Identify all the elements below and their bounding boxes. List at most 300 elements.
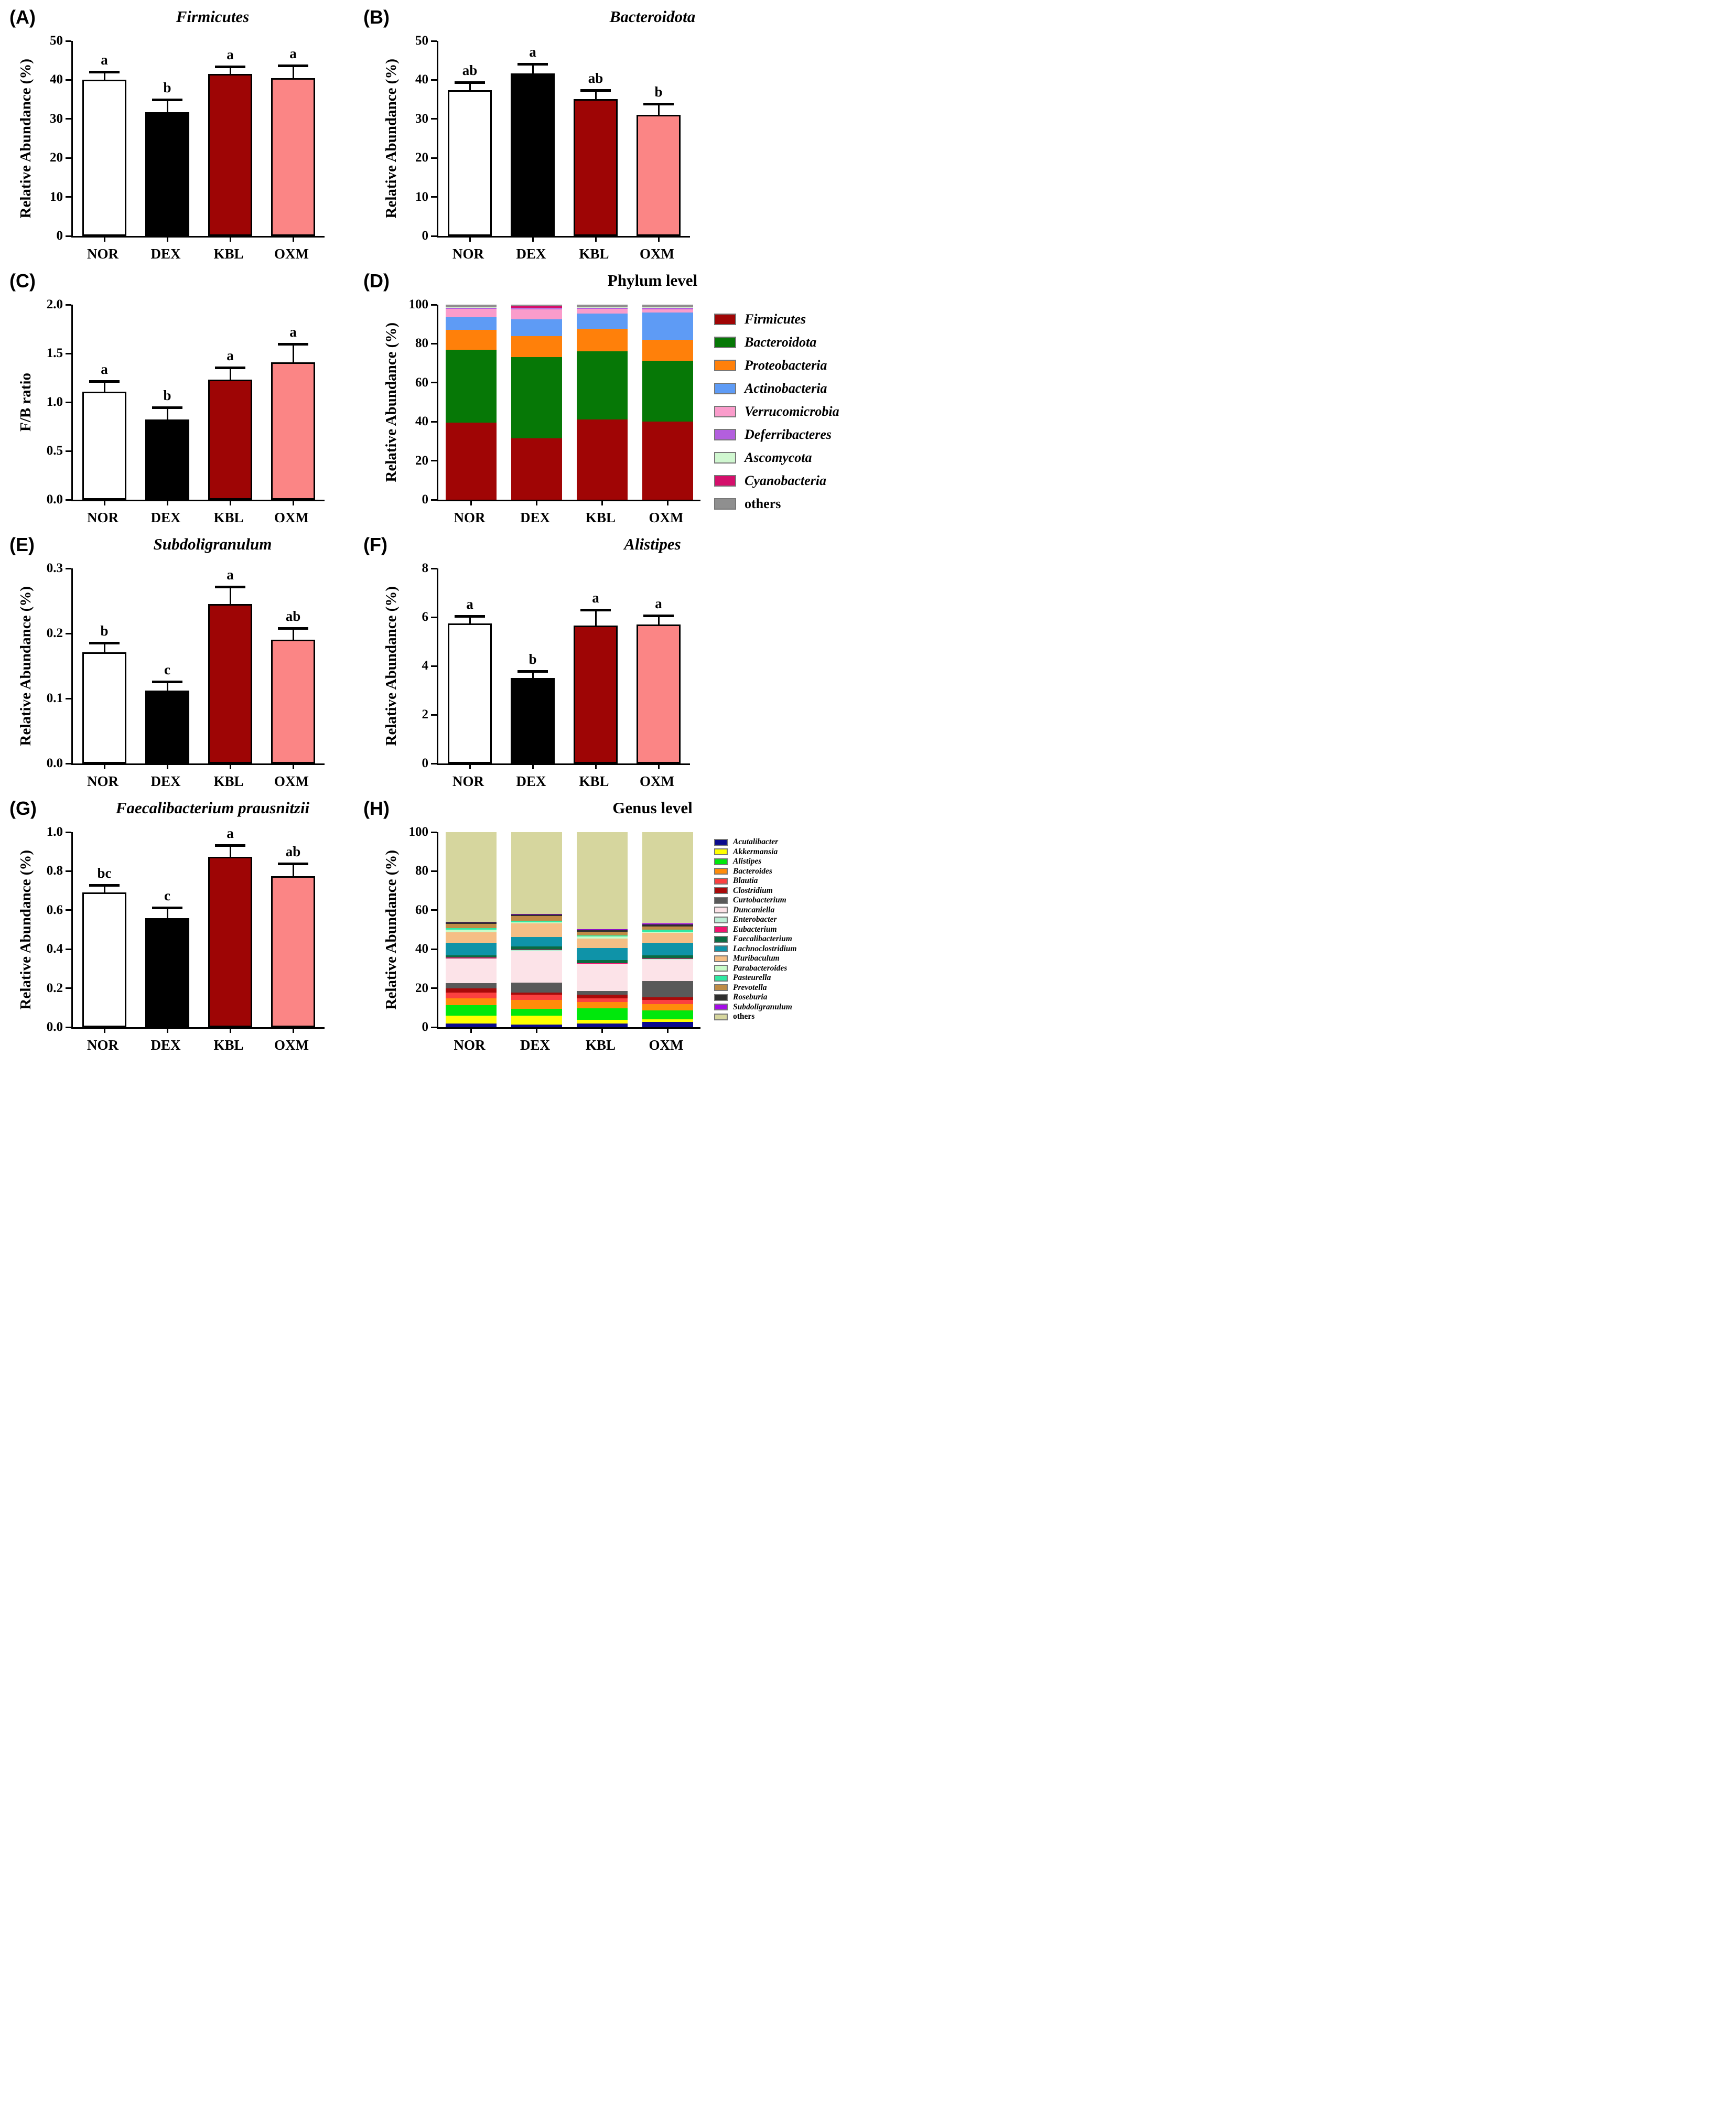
y-axis-label-column xyxy=(13,41,39,236)
legend-label: Acutalibacter xyxy=(733,837,779,846)
segment-ascomycota xyxy=(577,307,628,308)
y-tick-mark xyxy=(431,987,437,989)
plot-area xyxy=(437,832,700,1029)
segment-firmicutes xyxy=(642,422,693,500)
segment-faecalibacterium xyxy=(446,955,497,957)
x-tick-label-nor: NOR xyxy=(87,773,118,789)
significance-letter: bc xyxy=(97,865,112,881)
legend-label: Bacteroidota xyxy=(745,335,817,350)
chart-row xyxy=(13,297,354,526)
y-tick-label: 60 xyxy=(415,902,428,917)
legend-item xyxy=(714,857,796,866)
segment-pasteurella xyxy=(446,928,497,930)
x-tick-label-kbl: KBL xyxy=(213,1037,244,1053)
x-tick-label-dex: DEX xyxy=(520,1037,550,1053)
segment-muribaculum xyxy=(642,933,693,943)
segment-bacteroides xyxy=(446,998,497,1006)
bar-oxm xyxy=(271,362,315,500)
x-tick-label-kbl: KBL xyxy=(579,246,609,262)
x-tick-mark xyxy=(658,236,660,242)
segment-duncaniella xyxy=(511,951,562,983)
x-tick-mark xyxy=(104,500,105,505)
x-tick-mark xyxy=(104,763,105,769)
legend-label: Subdoligranulum xyxy=(733,1002,792,1011)
y-tick-mark xyxy=(431,118,437,120)
legend-item xyxy=(714,916,796,924)
legend-swatch xyxy=(714,955,728,962)
legend-swatch xyxy=(714,498,736,510)
x-tick-mark xyxy=(536,500,537,505)
panel-title: Alistipes xyxy=(624,535,681,553)
significance-letter: b xyxy=(100,622,109,639)
x-tick-mark xyxy=(658,763,660,769)
significance-letter: a xyxy=(101,51,108,68)
y-tick-label: 80 xyxy=(415,864,428,878)
segment-actinobacteria xyxy=(446,317,497,330)
segment-lachnoclostridium xyxy=(642,943,693,956)
legend-item xyxy=(714,473,839,489)
bar-kbl xyxy=(208,380,252,500)
segment-blautia xyxy=(642,1000,693,1004)
segment-pasteurella xyxy=(577,935,628,936)
segment-duncaniella xyxy=(446,959,497,983)
error-bar-cap xyxy=(152,406,182,409)
y-axis xyxy=(39,34,71,243)
y-tick-mark xyxy=(66,698,71,699)
legend-label: Pasteurella xyxy=(733,973,771,982)
microbiota-figure xyxy=(0,0,868,1055)
legend-item xyxy=(714,1003,796,1012)
panel-title: Firmicutes xyxy=(176,7,250,26)
segment-deferribacteres xyxy=(642,308,693,309)
legend-item xyxy=(714,974,796,983)
y-tick-mark xyxy=(66,909,71,911)
segment-others xyxy=(642,305,693,307)
significance-letter: a xyxy=(227,46,234,62)
x-labels xyxy=(437,773,688,790)
plot-area xyxy=(71,41,325,238)
y-axis-label-column xyxy=(13,568,39,763)
segment-alistipes xyxy=(446,1005,497,1016)
error-bar-stem xyxy=(167,408,168,419)
y-tick-label: 8 xyxy=(422,561,428,575)
bar-nor xyxy=(82,892,126,1027)
y-axis-label-column xyxy=(13,305,39,500)
legend-swatch xyxy=(714,907,728,913)
y-tick-mark xyxy=(66,118,71,120)
panel-letter: (G) xyxy=(9,798,37,819)
y-axis-label: Relative Abundance (%) xyxy=(382,849,400,1010)
x-tick-mark xyxy=(293,236,294,242)
error-bar-stem xyxy=(230,368,231,380)
significance-letter: ab xyxy=(285,608,301,624)
segment-verrucomicrobia xyxy=(577,309,628,314)
significance-letter: a xyxy=(101,361,108,377)
segment-pasteurella xyxy=(642,930,693,932)
segment-prevotella xyxy=(642,927,693,930)
segment-alistipes xyxy=(511,1009,562,1016)
panel-letter: (H) xyxy=(363,798,390,819)
error-bar-cap xyxy=(278,627,308,630)
segment-curtobacterium xyxy=(511,983,562,993)
segment-akkermansia xyxy=(511,1016,562,1025)
segment-enterobacter xyxy=(446,958,497,959)
x-tick-label-oxm: OXM xyxy=(274,773,309,789)
segment-verrucomicrobia xyxy=(446,309,497,317)
y-tick-label: 10 xyxy=(415,189,428,204)
x-labels xyxy=(71,773,323,790)
segment-acutalibacter xyxy=(577,1024,628,1027)
y-tick-mark xyxy=(431,832,437,833)
significance-letter: a xyxy=(289,324,297,340)
y-tick-label: 0 xyxy=(422,492,428,507)
y-tick-mark xyxy=(66,832,71,833)
y-tick-mark xyxy=(66,304,71,306)
bar-dex xyxy=(145,691,189,763)
x-tick-label-dex: DEX xyxy=(150,510,181,525)
segment-curtobacterium xyxy=(577,991,628,995)
error-bar-cap xyxy=(580,89,611,92)
significance-letter: ab xyxy=(462,62,478,78)
legend-item xyxy=(714,906,796,915)
y-tick-label: 0.2 xyxy=(46,981,63,995)
legend-item xyxy=(714,984,796,993)
legend-label: Ascomycota xyxy=(745,450,812,465)
segment-clostridium xyxy=(446,988,497,992)
bar-kbl xyxy=(574,626,618,763)
y-tick-label: 0 xyxy=(422,1020,428,1034)
legend-item xyxy=(714,358,839,373)
error-bar-stem xyxy=(293,864,294,876)
y-tick-label: 20 xyxy=(415,981,428,995)
error-bar-cap xyxy=(152,907,182,909)
segment-roseburia xyxy=(577,930,628,932)
legend-label: Prevotella xyxy=(733,983,767,992)
y-tick-label: 0 xyxy=(56,229,63,243)
x-labels xyxy=(437,246,688,262)
panel-title-row xyxy=(378,271,868,305)
significance-letter: b xyxy=(163,387,171,404)
legend-label: Actinobacteria xyxy=(745,381,827,396)
legend-swatch xyxy=(714,887,728,894)
x-tick-mark xyxy=(167,236,168,242)
legend-swatch xyxy=(714,475,736,487)
y-tick-mark xyxy=(431,235,437,237)
panel-title-row xyxy=(13,535,354,568)
y-tick-mark xyxy=(66,870,71,872)
bar-kbl xyxy=(208,74,252,236)
y-tick-label: 0.8 xyxy=(46,864,63,878)
segment-actinobacteria xyxy=(511,319,562,336)
legend-label: Verrucomicrobia xyxy=(745,404,839,419)
segment-eubacterium xyxy=(577,963,628,964)
segment-firmicutes xyxy=(446,423,497,500)
segment-bacteroides xyxy=(642,1004,693,1010)
y-tick-label: 80 xyxy=(415,336,428,351)
panel-H xyxy=(354,791,868,1055)
error-bar-stem xyxy=(293,66,294,78)
legend-label: Faecalibacterium xyxy=(733,934,792,943)
error-bar-cap xyxy=(89,71,120,73)
y-tick-mark xyxy=(66,763,71,764)
y-tick-label: 0 xyxy=(422,756,428,770)
x-tick-label-nor: NOR xyxy=(452,246,484,262)
legend-swatch xyxy=(714,406,736,417)
panel-title: Phylum level xyxy=(607,271,698,289)
segment-acutalibacter xyxy=(642,1022,693,1027)
chart-row xyxy=(378,34,868,262)
x-tick-label-oxm: OXM xyxy=(274,246,309,262)
x-tick-label-dex: DEX xyxy=(150,1037,181,1053)
x-tick-mark xyxy=(293,763,294,769)
y-axis-label-column xyxy=(13,832,39,1027)
segment-eubacterium xyxy=(642,958,693,959)
error-bar-cap xyxy=(278,343,308,346)
segment-roseburia xyxy=(642,924,693,927)
error-bar-cap xyxy=(643,103,674,105)
legend-swatch xyxy=(714,360,736,371)
x-tick-mark xyxy=(595,763,597,769)
x-labels xyxy=(437,510,699,526)
panel-F xyxy=(354,527,868,791)
chart-row xyxy=(378,561,868,790)
panel-G xyxy=(0,791,354,1055)
segment-eubacterium xyxy=(511,950,562,951)
y-tick-mark xyxy=(431,40,437,42)
significance-letter: a xyxy=(227,347,234,363)
panel-letter: (C) xyxy=(9,270,36,292)
y-tick-label: 0.2 xyxy=(46,626,63,640)
y-tick-mark xyxy=(66,402,71,403)
segment-roseburia xyxy=(446,922,497,924)
legend-swatch xyxy=(714,452,736,464)
panel-letter: (E) xyxy=(9,534,35,555)
legend-label: Enterobacter xyxy=(733,915,777,924)
segment-enterobacter xyxy=(511,950,562,951)
segment-acutalibacter xyxy=(446,1024,497,1027)
segment-cyanobacteria xyxy=(511,306,562,308)
y-tick-mark xyxy=(431,382,437,383)
x-tick-mark xyxy=(167,763,168,769)
legend-swatch xyxy=(714,1004,728,1010)
error-bar-cap xyxy=(580,609,611,611)
x-tick-mark xyxy=(293,500,294,505)
plot-column xyxy=(71,305,325,526)
bar-oxm xyxy=(271,640,315,763)
x-tick-mark xyxy=(230,1027,231,1033)
x-tick-label-kbl: KBL xyxy=(213,773,244,789)
legend-item xyxy=(714,945,796,954)
segment-verrucomicrobia xyxy=(642,309,693,313)
x-tick-mark xyxy=(532,763,534,769)
legend-swatch xyxy=(714,383,736,394)
legend-label: others xyxy=(745,496,781,511)
segment-others xyxy=(577,832,628,929)
error-bar-cap xyxy=(89,884,120,887)
y-axis-label-column xyxy=(378,568,404,763)
x-tick-label-kbl: KBL xyxy=(579,773,609,789)
error-bar-cap xyxy=(89,380,120,383)
y-tick-mark xyxy=(431,870,437,872)
y-tick-mark xyxy=(66,568,71,569)
y-tick-mark xyxy=(66,235,71,237)
x-tick-mark xyxy=(293,1027,294,1033)
x-tick-mark xyxy=(470,500,472,505)
y-tick-label: 50 xyxy=(50,34,63,48)
x-tick-label-oxm: OXM xyxy=(649,1037,684,1053)
error-bar-stem xyxy=(167,100,168,112)
legend-item xyxy=(714,964,796,973)
segment-enterobacter xyxy=(642,959,693,960)
x-tick-label-nor: NOR xyxy=(454,1037,486,1053)
segment-bacteroides xyxy=(511,1000,562,1008)
segment-muribaculum xyxy=(511,923,562,937)
chart-row xyxy=(378,297,868,526)
segment-firmicutes xyxy=(511,438,562,500)
segment-blautia xyxy=(511,995,562,1000)
panel-title-row xyxy=(13,7,354,41)
y-tick-mark xyxy=(431,665,437,667)
y-axis xyxy=(39,297,71,507)
plot-column xyxy=(437,305,700,526)
error-bar-stem xyxy=(104,382,105,392)
y-tick-mark xyxy=(66,499,71,501)
y-tick-label: 2 xyxy=(422,707,428,721)
legend-label: Roseburia xyxy=(733,993,768,1001)
segment-actinobacteria xyxy=(642,313,693,340)
x-tick-mark xyxy=(104,1027,105,1033)
y-tick-label: 60 xyxy=(415,375,428,390)
legend-swatch xyxy=(714,858,728,865)
segment-prevotella xyxy=(446,924,497,928)
x-tick-mark xyxy=(470,1027,472,1033)
bar-dex xyxy=(145,112,189,236)
y-tick-label: 0.6 xyxy=(46,902,63,917)
significance-letter: c xyxy=(164,888,170,904)
x-tick-mark xyxy=(230,763,231,769)
segment-eubacterium xyxy=(446,957,497,958)
y-tick-label: 40 xyxy=(415,942,428,956)
y-axis-label: F/B ratio xyxy=(17,373,34,432)
segment-subdoligranulum xyxy=(577,929,628,930)
x-tick-mark xyxy=(536,1027,537,1033)
x-tick-label-nor: NOR xyxy=(87,246,118,262)
panel-title: Subdoligranulum xyxy=(153,535,272,553)
bar-kbl xyxy=(208,857,252,1028)
significance-letter: b xyxy=(163,80,171,96)
segment-others xyxy=(511,305,562,306)
panel-letter: (B) xyxy=(363,6,390,28)
x-tick-mark xyxy=(595,236,597,242)
x-tick-mark xyxy=(532,236,534,242)
y-tick-label: 2.0 xyxy=(46,297,63,311)
legend-item xyxy=(714,335,839,350)
legend-label: others xyxy=(733,1012,755,1021)
legend-item xyxy=(714,848,796,857)
x-tick-label-kbl: KBL xyxy=(213,246,244,262)
y-tick-mark xyxy=(66,157,71,159)
legend-label: Firmicutes xyxy=(745,311,806,327)
y-tick-label: 6 xyxy=(422,610,428,624)
bar-dex xyxy=(511,678,555,763)
y-axis xyxy=(404,561,437,770)
segment-ascomycota xyxy=(446,307,497,308)
x-tick-label-dex: DEX xyxy=(520,510,550,525)
y-tick-mark xyxy=(66,196,71,198)
y-axis xyxy=(404,825,437,1034)
error-bar-stem xyxy=(230,67,231,74)
plot-column xyxy=(437,568,690,790)
bar-oxm xyxy=(271,78,315,236)
error-bar-cap xyxy=(215,66,245,68)
y-axis xyxy=(39,825,71,1034)
legend-item xyxy=(714,954,796,963)
y-tick-label: 20 xyxy=(50,150,63,165)
segment-proteobacteria xyxy=(642,340,693,361)
bar-oxm xyxy=(271,876,315,1027)
segment-muribaculum xyxy=(446,932,497,943)
y-tick-mark xyxy=(66,40,71,42)
legend-label: Alistipes xyxy=(733,857,762,866)
legend-H xyxy=(714,837,796,1022)
legend-swatch xyxy=(714,945,728,952)
legend-item xyxy=(714,887,796,896)
bar-dex xyxy=(145,419,189,500)
y-tick-mark xyxy=(431,499,437,501)
plot-column xyxy=(71,568,325,790)
panel-B xyxy=(354,0,868,264)
legend-item xyxy=(714,450,839,466)
bar-nor xyxy=(448,623,492,763)
error-bar-cap xyxy=(89,642,120,644)
error-bar-stem xyxy=(167,682,168,691)
segment-curtobacterium xyxy=(642,981,693,997)
segment-alistipes xyxy=(577,1008,628,1020)
y-tick-label: 40 xyxy=(50,72,63,87)
chart-row xyxy=(13,34,354,262)
chart-row xyxy=(13,561,354,790)
y-axis-label-column xyxy=(378,832,404,1027)
segment-ascomycota xyxy=(642,307,693,308)
y-axis-label-column xyxy=(378,305,404,500)
legend-label: Bacteroides xyxy=(733,866,772,876)
error-bar-stem xyxy=(230,587,231,604)
legend-item xyxy=(714,381,839,396)
x-tick-label-nor: NOR xyxy=(87,510,118,525)
legend-swatch xyxy=(714,926,728,933)
y-tick-mark xyxy=(431,196,437,198)
panel-title: Bacteroidota xyxy=(609,7,696,26)
error-bar-cap xyxy=(152,681,182,683)
segment-clostridium xyxy=(642,997,693,1000)
error-bar-stem xyxy=(658,616,660,624)
segment-pasteurella xyxy=(511,921,562,922)
segment-faecalibacterium xyxy=(577,960,628,963)
legend-label: Akkermansia xyxy=(733,847,778,856)
legend-item xyxy=(714,993,796,1002)
y-tick-mark xyxy=(431,909,437,911)
legend-item xyxy=(714,838,796,847)
x-tick-mark xyxy=(167,500,168,505)
plot-area xyxy=(437,568,690,765)
y-tick-label: 50 xyxy=(415,34,428,48)
y-tick-mark xyxy=(431,763,437,764)
legend-item xyxy=(714,867,796,876)
y-tick-mark xyxy=(431,304,437,306)
bar-dex xyxy=(145,918,189,1027)
plot-area xyxy=(71,568,325,765)
y-tick-mark xyxy=(66,79,71,81)
